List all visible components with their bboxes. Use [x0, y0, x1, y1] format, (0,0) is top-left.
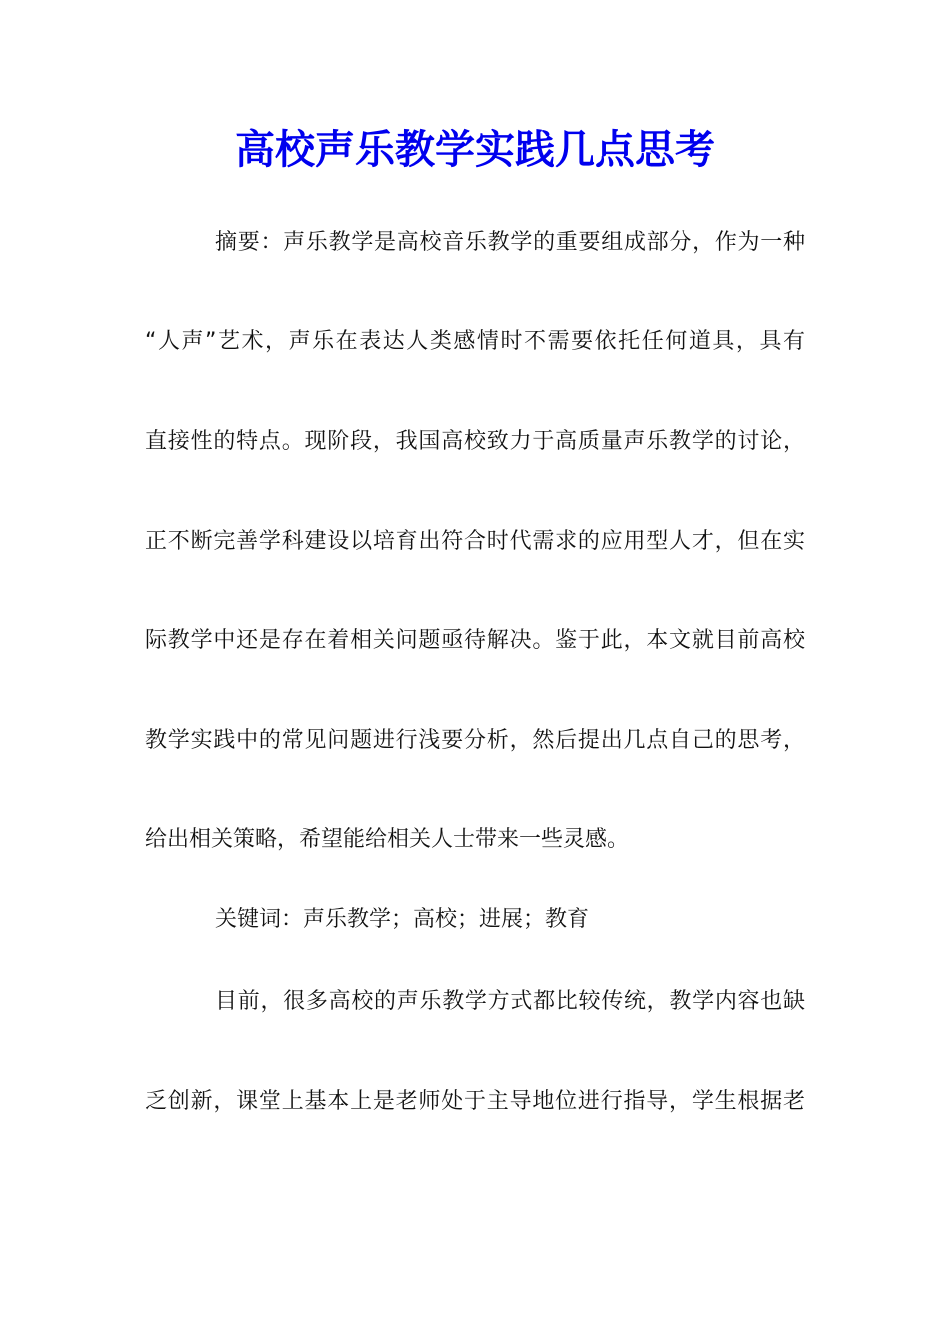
- abstract-line: 给出相关策略，希望能给相关人士带来一些灵感。: [145, 827, 630, 852]
- keywords-line: 关键词：声乐教学；高校；进展；教育: [215, 907, 590, 932]
- body-line: 乏创新，课堂上基本上是老师处于主导地位进行指导，学生根据老: [145, 1089, 805, 1114]
- document-title: 高校声乐教学实践几点思考: [235, 126, 715, 173]
- abstract-line: 教学实践中的常见问题进行浅要分析，然后提出几点自己的思考，: [145, 728, 805, 753]
- abstract-line: 正不断完善学科建设以培育出符合时代需求的应用型人才，但在实: [145, 529, 805, 554]
- abstract-line: 际教学中还是存在着相关问题亟待解决。鉴于此，本文就目前高校: [145, 628, 805, 653]
- abstract-line: 摘要：声乐教学是高校音乐教学的重要组成部分，作为一种: [215, 230, 805, 255]
- abstract-line: “人声”艺术，声乐在表达人类感情时不需要依托任何道具，具有: [145, 329, 805, 354]
- body-line: 目前，很多高校的声乐教学方式都比较传统，教学内容也缺: [215, 989, 805, 1014]
- abstract-line: 直接性的特点。现阶段，我国高校致力于高质量声乐教学的讨论，: [145, 429, 805, 454]
